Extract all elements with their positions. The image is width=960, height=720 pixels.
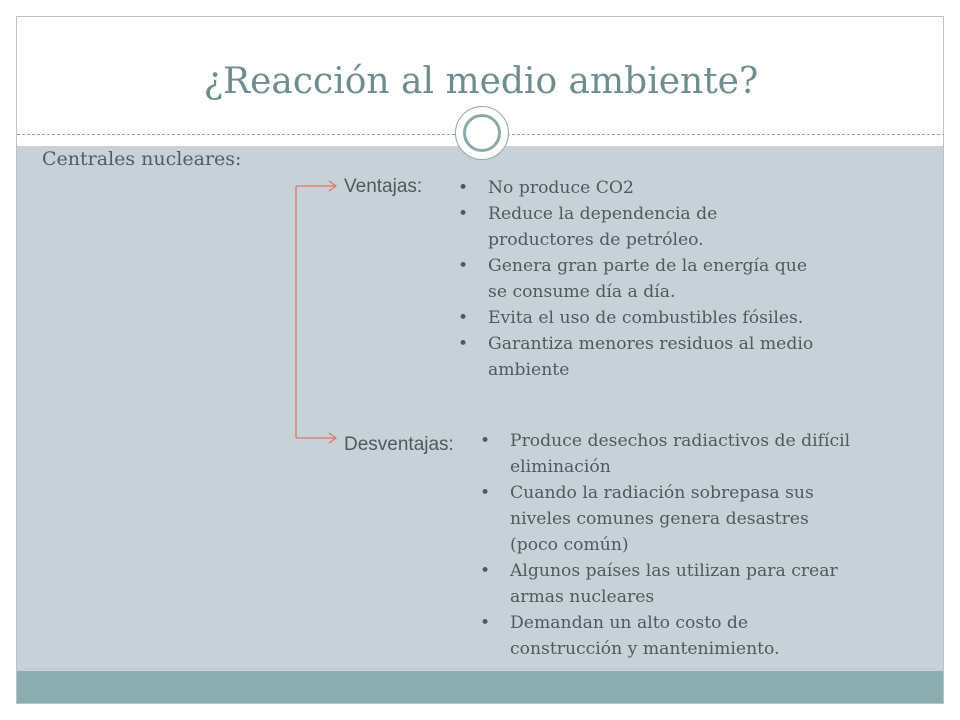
section-heading: Centrales nucleares: [42,148,242,170]
desventajas-item-text: eliminación [510,457,611,477]
ventajas-item-text: ambiente [488,360,570,380]
desventajas-item-text: construcción y mantenimiento. [510,639,780,659]
bullet-icon: • [480,613,491,633]
desventajas-item [478,480,850,558]
desventajas-item-text: (poco común) [510,535,629,555]
bullet-icon: • [458,204,469,224]
ventajas-item-text: productores de petróleo. [488,230,704,250]
ventajas-item [456,175,813,201]
desventajas-item [478,428,850,480]
slide-title: ¿Reacción al medio ambiente? [203,61,759,102]
bullet-icon: • [458,178,469,198]
ventajas-item [456,201,813,253]
bullet-icon: • [458,308,469,328]
ventajas-item [456,331,813,383]
desventajas-item-text: Algunos países las utilizan para crear [510,561,838,581]
desventajas-item [478,610,850,662]
desventajas-item [478,558,850,610]
ventajas-item-text: No produce CO2 [488,178,634,198]
bullet-icon: • [480,483,491,503]
ventajas-item-text: Garantiza menores residuos al medio [488,334,814,354]
ventajas-item-text: Genera gran parte de la energía que [488,256,808,276]
bullet-icon: • [458,256,469,276]
desventajas-item-text: armas nucleares [510,587,655,607]
ventajas-item-text: se consume día a día. [488,282,676,302]
desventajas-item-text: Produce desechos radiactivos de difícil [510,431,851,451]
ventajas-item [456,253,813,305]
ventajas-list [456,175,813,383]
desventajas-item-text: niveles comunes genera desastres [510,509,809,529]
ventajas-label: Ventajas: [344,176,423,197]
ventajas-item [456,305,813,331]
desventajas-item-text: Demandan un alto costo de [510,613,749,633]
bullet-icon: • [458,334,469,354]
desventajas-item-text: Cuando la radiación sobrepasa sus [510,483,814,503]
bullet-icon: • [480,561,491,581]
desventajas-list [478,428,850,662]
ventajas-item-text: Evita el uso de combustibles fósiles. [488,308,804,328]
bullet-icon: • [480,431,491,451]
ventajas-item-text: Reduce la dependencia de [488,204,718,224]
desventajas-label: Desventajas: [344,434,454,455]
